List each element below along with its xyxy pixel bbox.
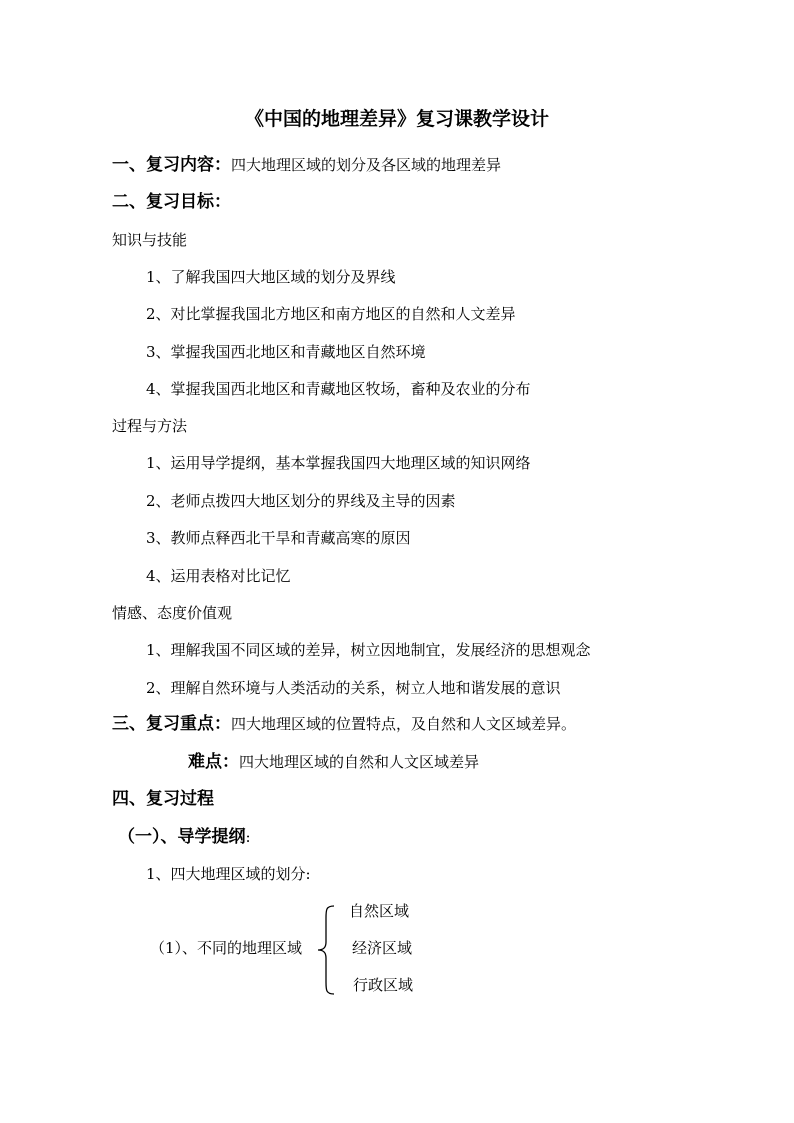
section-review-goals: 二、复习目标： (112, 192, 231, 212)
list-item: 3、掌握我国西北地区和青藏地区自然环境 (146, 343, 426, 361)
difficulty-text: 四大地理区域的自然和人文区域差异 (239, 753, 480, 771)
process-heading: 过程与方法 (112, 417, 188, 435)
list-item: 3、教师点释西北干旱和青藏高寒的原因 (146, 529, 411, 547)
list-item: 2、老师点拨四大地区划分的界线及主导的因素 (146, 492, 456, 510)
section-label: 一、复习内容： (112, 155, 231, 175)
region-item: 自然区域 (349, 902, 410, 920)
list-item: 1、了解我国四大地区域的划分及界线 (146, 268, 396, 286)
list-item: 1、运用导学提纲，基本掌握我国四大地理区域的知识网络 (146, 454, 531, 472)
section-label: 三、复习重点： (112, 714, 231, 734)
list-item: 1、理解我国不同区域的差异，树立因地制宜，发展经济的思想观念 (146, 641, 591, 659)
section-review-content (112, 155, 501, 175)
subsection-suffix: : (245, 828, 251, 846)
section-key-points (112, 714, 576, 734)
knowledge-heading: 知识与技能 (112, 231, 188, 249)
region-item: 行政区域 (353, 976, 414, 994)
region-item: 经济区域 (352, 939, 413, 957)
difficulty-label: 难点： (188, 752, 239, 772)
emotion-heading: 情感、态度价值观 (112, 604, 233, 622)
outline-item: 1、四大地理区域的划分: (146, 865, 311, 883)
list-item: 4、掌握我国西北地区和青藏地区牧场，畜种及农业的分布 (146, 380, 531, 398)
list-item: 2、理解自然环境与人类活动的关系，树立人地和谐发展的意识 (146, 679, 561, 697)
subsection-label: （一）、导学提纲 (118, 827, 246, 847)
curly-brace-icon (316, 904, 338, 996)
regions-label: （1）、不同的地理区域 (150, 939, 303, 957)
difficulty-line (188, 752, 479, 772)
list-item: 2、对比掌握我国北方地区和南方地区的自然和人文差异 (146, 305, 516, 323)
section-text: 四大地理区域的位置特点，及自然和人文区域差异。 (231, 715, 577, 733)
list-item: 4、运用表格对比记忆 (146, 567, 291, 585)
section-text: 四大地理区域的划分及各区域的地理差异 (231, 156, 502, 174)
subsection-outline (118, 827, 251, 847)
section-review-process: 四、复习过程 (112, 789, 214, 809)
document-title: 《中国的地理差异》复习课教学设计 (244, 108, 549, 130)
